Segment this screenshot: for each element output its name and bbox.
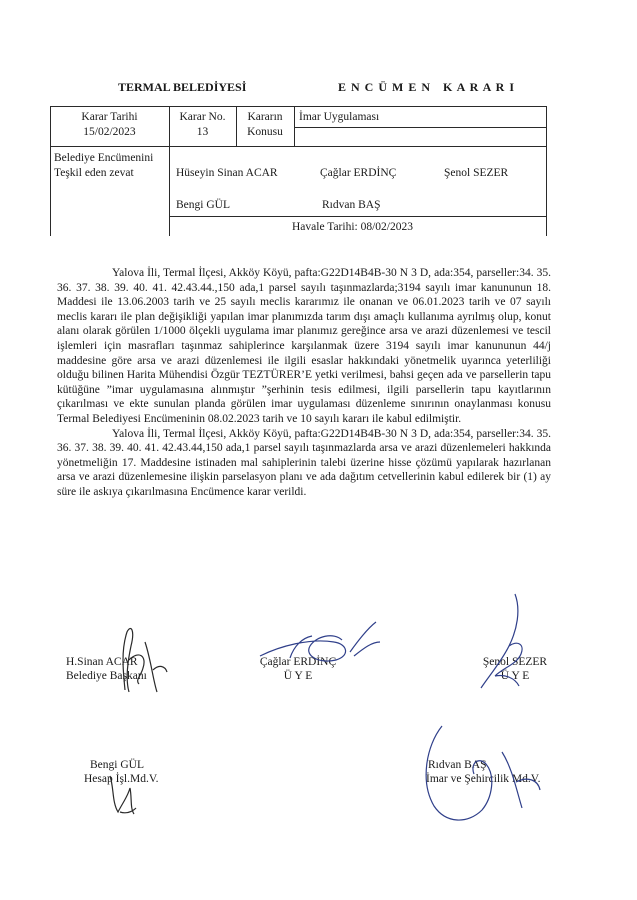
decision-number-value: 13 bbox=[196, 126, 209, 138]
handwritten-signature-erdinc bbox=[250, 612, 390, 672]
signatory-title: İmar ve Şehircilik Md.V. bbox=[426, 773, 541, 785]
signatory-title: Ü Y E bbox=[283, 670, 313, 682]
decision-subject-label-line1: Kararın bbox=[247, 111, 283, 123]
decision-subject-label-line2: Konusu bbox=[247, 126, 283, 138]
signatory-name: H.Sinan ACAR bbox=[66, 656, 138, 668]
signatory-name: Bengi GÜL bbox=[90, 759, 144, 771]
council-label-line2: Teşkil eden zevat bbox=[54, 167, 134, 179]
handwritten-signature-sezer bbox=[455, 590, 545, 700]
member-name: Çağlar ERDİNÇ bbox=[320, 167, 397, 179]
body-paragraph: Yalova İli, Termal İlçesi, Akköy Köyü, pafta:G22D14B4B-30 N 3 D, ada:354, parseller:34. 35. 36. 37. 38. 39. 40. 41. 42.43.44,150 ada,1 parsel sayılı taşınmazlarda arsa ve arazi düzenlemeleri hakkında yönetmeliğin 17. Maddesine istinaden mal sahiplerinin talebi üzerine hisse çözümü yapılarak hazırlanan arsa ve arazi düzenlemesine ilişkin parselasyon planı ve ada dağıtım cetvellerinin kabul edilerek bir (1) ay süre ile askıya çıkarılmasına Encümence karar verildi. bbox=[57, 427, 551, 498]
handwritten-signature-bas bbox=[412, 712, 552, 832]
signatory-title: Belediye Başkanı bbox=[66, 670, 147, 682]
member-name: Şenol SEZER bbox=[444, 167, 509, 179]
decision-body bbox=[57, 266, 551, 500]
signatory-name: Şenol SEZER bbox=[482, 656, 548, 668]
handwritten-signature-gul bbox=[100, 768, 150, 818]
decision-number-label: Karar No. bbox=[179, 111, 226, 123]
member-name: Rıdvan BAŞ bbox=[322, 199, 381, 211]
municipality-title: TERMAL BELEDİYESİ bbox=[118, 80, 247, 94]
handwritten-signature-acar bbox=[95, 620, 185, 700]
signatory-title: Hesap İşl.Md.V. bbox=[84, 773, 159, 785]
member-name: Bengi GÜL bbox=[176, 199, 230, 211]
signatory-title: Ü Y E bbox=[500, 670, 530, 682]
council-label-line1: Belediye Encümenini bbox=[54, 152, 154, 164]
signatory-name: Rıdvan BAŞ bbox=[428, 759, 487, 771]
referral-date: Havale Tarihi: 08/02/2023 bbox=[292, 221, 413, 233]
decision-date-label: Karar Tarihi bbox=[81, 111, 138, 123]
member-name: Hüseyin Sinan ACAR bbox=[176, 167, 278, 179]
signatory-name: Çağlar ERDİNÇ bbox=[259, 656, 337, 668]
decision-date-value: 15/02/2023 bbox=[83, 126, 136, 138]
decision-subject-value: İmar Uygulaması bbox=[299, 111, 380, 123]
body-paragraph: Yalova İli, Termal İlçesi, Akköy Köyü, pafta:G22D14B4B-30 N 3 D, ada:354, parseller:34. 35. 36. 37. 38. 39. 40. 41. 42.43.44.,150 ada,1 parsel sayılı taşınmazlarda;3194 sayılı imar kanununun 18. Maddesi ile 13.06.2003 tarih ve 25 sayılı meclis kararımız ile onanan ve 06.01.2023 tarih ve 07 sayılı meclis kararı ile plan değişikliği yapılan imar planımızda tarım dışı amaçlı kullanıma ayrılmış olup, konut alanı olarak görülen 1/1000 ölçekli uygulama imar planımız gereğince arsa ve arazi düzenlemesi ve tescil işlemleri için masrafları taşınmaz sahiplerince karşılanmak üzere 3194 sayılı imar kanununun 44/j maddesine göre arsa ve arazi düzenlemesi ile ilgili esaslar hakkındaki yönetmelik uyarınca yeterliliği olduğu bilinen Harita Mühendisi Özgür TEZTÜRER’E yetki verilmesi, bahsi geçen ada ve parsellerin tapu kütüğüne ”imar uygulamasına alınmıştır ”şerhinin tesis edilmesi, ilgili parsellerin tapu kayıtlarının çıkarılması ve ekte sunulan planda görülen imar uygulaması düzenleme sınırının onaylanması konusu Termal Belediyesi Encümeninin 08.02.2023 tarih ve 10 sayılı kararı ile kabul edilmiştir. bbox=[57, 267, 551, 425]
document-type-title: E N C Ü M E N K A R A R I bbox=[338, 80, 516, 94]
